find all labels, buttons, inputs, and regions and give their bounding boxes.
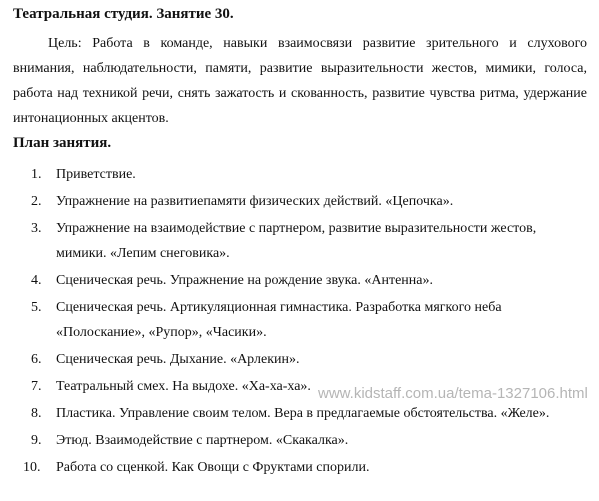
plan-item-text: Сценическая речь. Артикуляционная гимнастика. Разработка мягкого неба «Полоскание», «Рупор», «Часики». [56,300,502,340]
plan-item-number: 3. [31,221,42,236]
plan-item [0,189,599,214]
plan-heading: План занятия. [13,135,112,151]
plan-item-text: Сценическая речь. Упражнение на рождение звука. «Антенна». [56,273,434,288]
plan-item [0,455,599,480]
plan-item [0,374,599,399]
plan-item-number: 10. [23,460,41,475]
plan-item-text: Сценическая речь. Дыхание. «Арлекин». [56,352,300,367]
plan-item-number: 2. [31,194,42,209]
plan-item-text: Пластика. Управление своим телом. Вера в предлагаемые обстоятельства. «Желе». [56,406,550,421]
plan-item-text: Упражнение на развитиепамяти физических действий. «Цепочка». [56,194,454,209]
plan-item [0,162,599,187]
plan-item-text: Работа со сценкой. Как Овощи с Фруктами спорили. [56,460,370,475]
plan-list [0,162,599,482]
plan-item-number: 6. [31,352,42,367]
watermark-url: www.kidstaff.com.ua/tema-1327106.html [318,385,588,402]
goal-paragraph: Цель: Работа в команде, навыки взаимосвязи развитие зрительного и слухового внимания, наблюдательности, памяти, развитие выразительности жестов, мимики, голоса, работа над техникой речи, снять зажатость и скованность, развитие чувства ритма, удержание интонационных акцентов. [13,36,587,126]
plan-item-text: Этюд. Взаимодействие с партнером. «Скакалка». [56,433,349,448]
plan-item [0,268,599,293]
plan-item-text: Приветствие. [56,167,136,182]
plan-item-number: 7. [31,379,42,394]
plan-item-number: 9. [31,433,42,448]
plan-item [0,295,599,345]
plan-item-text: Театральный смех. На выдохе. «Ха-ха-ха». [56,379,311,394]
plan-item-text: Упражнение на взаимодействие с партнером, развитие выразительности жестов, мимики. «Лепим снеговика». [56,221,537,261]
plan-item [0,216,599,266]
plan-item-number: 8. [31,406,42,421]
plan-item [0,401,599,426]
plan-item-number: 4. [31,273,42,288]
plan-item [0,428,599,453]
plan-item [0,347,599,372]
plan-item-number: 1. [31,167,42,182]
plan-item-number: 5. [31,300,42,315]
document-title: Театральная студия. Занятие 30. [13,6,234,22]
